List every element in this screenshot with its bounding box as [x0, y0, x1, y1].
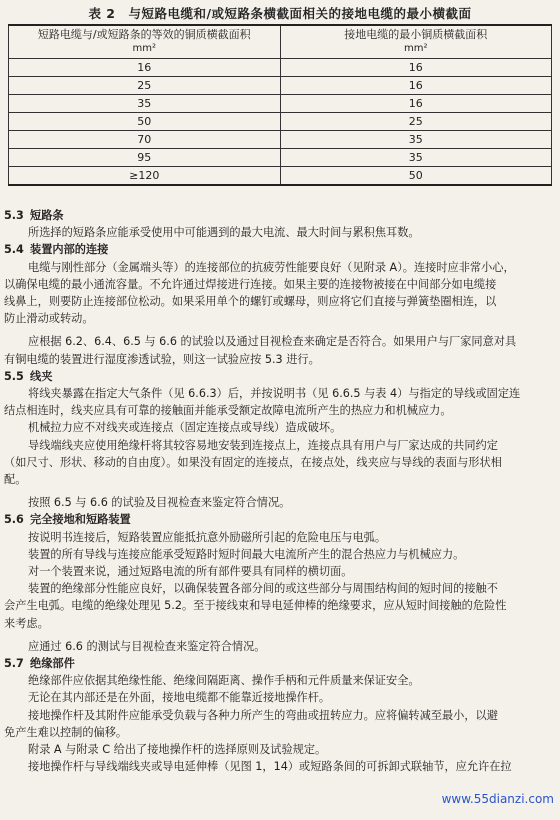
table-row — [9, 77, 552, 95]
table-cell: 25 — [280, 113, 552, 131]
paragraph-line: 导线端线夹应使用绝缘杆将其较容易地安装到连接点上，连接点具有用户与厂家达成的共同约定 — [28, 438, 498, 452]
paragraph-line: 以确保电缆的最小通流容量。不允许通过焊接进行连接。如果主要的连接物被接在中间部分如电缆接 — [4, 277, 497, 291]
table-cell: 50 — [280, 167, 552, 186]
paragraph: 对一个装置来说，通过短路电流的所有部件要具有同样的横切面。 — [28, 565, 353, 579]
table-cell: 35 — [280, 131, 552, 149]
section-heading-5-4: 5.4 装置内部的连接 — [4, 243, 109, 257]
paragraph: 所选择的短路条应能承受使用中可能遇到的最大电流、最大时间与累积焦耳数。 — [28, 226, 420, 240]
paragraph: 按说明书连接后，短路装置应能抵抗意外励磁所引起的危险电压与电弧。 — [28, 530, 387, 544]
table-cell: 16 — [9, 59, 281, 77]
section-heading-5-3: 5.3 短路条 — [4, 209, 64, 222]
table-cell: 35 — [9, 95, 281, 113]
paragraph-line: 将线夹暴露在指定大气条件（见 6.6.3）后，并按说明书（见 6.6.5 与表 4）与指定的导线或固定连 — [28, 387, 521, 401]
paragraph-line: 配。 — [4, 473, 27, 487]
table-header-row — [9, 25, 552, 59]
section-heading-5-7: 5.7 绝缘部件 — [4, 657, 75, 671]
table-cell: 16 — [280, 95, 552, 113]
paragraph: 无论在其内部还是在外面，接地电缆都不能靠近接地操作杆。 — [28, 691, 331, 705]
table-cell: 16 — [280, 59, 552, 77]
table-cell: ≥120 — [9, 167, 281, 186]
body-text — [4, 207, 556, 776]
cross-section-table — [8, 24, 552, 186]
column-unit: mm² — [404, 43, 428, 54]
paragraph-line: 结点相连时，线夹应具有可靠的接触面并能承受额定故障电流所产生的热应力和机械应力。 — [4, 404, 452, 418]
table-header-cell — [280, 25, 552, 59]
paragraph-line: 接地操作杆及其附件应能承受负载与各种力所产生的弯曲或扭转应力。应将偏转减至最小，以避 — [28, 708, 498, 722]
table-cell: 35 — [280, 149, 552, 167]
column-header-short-circuit: 短路电缆与/或短路条的等效的铜质横截面积 — [37, 28, 251, 41]
paragraph: 接地操作杆与导线端线夹或导电延伸棒（见图 1，14）或短路条间的可拆卸式联轴节，应允许在拉 — [28, 760, 512, 774]
paragraph: 按照 6.5 与 6.6 的试验及目视检查来鉴定符合情况。 — [28, 496, 291, 510]
paragraph-line: 防止滑动或转动。 — [4, 312, 94, 326]
table-row — [9, 149, 552, 167]
paragraph: 应通过 6.6 的测试与目视检查来鉴定符合情况。 — [28, 639, 266, 653]
table-row — [9, 167, 552, 186]
watermark: www.55dianzi.com — [441, 792, 554, 806]
paragraph-line: 装置的绝缘部分性能应良好，以确保装置各部分间的或这些部分与周围结构间的短时间的接触不 — [28, 582, 498, 596]
table-row — [9, 131, 552, 149]
column-unit: mm² — [132, 43, 156, 54]
column-header-earthing: 接地电缆的最小铜质横截面积 — [344, 28, 488, 41]
table-header-cell — [9, 25, 281, 59]
paragraph-line: 电缆与刚性部分（金属端头等）的连接部位的抗疲劳性能要良好（见附录 A）。连接时应非常小心， — [28, 260, 515, 274]
table-row — [9, 59, 552, 77]
table-cell: 70 — [9, 131, 281, 149]
table-cell: 16 — [280, 77, 552, 95]
table-cell: 25 — [9, 77, 281, 95]
paragraph: 附录 A 与附录 C 给出了接地操作杆的选择原则及试验规定。 — [28, 743, 327, 757]
paragraph-line: 有铜电缆的装置进行湿度渗透试验，则这一试验应按 5.3 进行。 — [4, 352, 320, 366]
table-row — [9, 113, 552, 131]
paragraph-line: （如尺寸、形状、移动的自由度）。如果没有固定的连接点，在接点处，线夹应与导线的表面与形状相 — [4, 455, 502, 469]
paragraph-line: 免产生难以控制的偏移。 — [4, 725, 128, 739]
paragraph: 绝缘部件应依据其绝缘性能、绝缘间隔距离、操作手柄和元件质量来保证安全。 — [28, 674, 420, 688]
table-cell: 50 — [9, 113, 281, 131]
table-cell: 95 — [9, 149, 281, 167]
paragraph: 装置的所有导线与连接应能承受短路时短时间最大电流所产生的混合热应力与机械应力。 — [28, 547, 465, 561]
section-heading-5-5: 5.5 线夹 — [4, 369, 53, 383]
paragraph-line: 会产生电弧。电缆的绝缘处理见 5.2。至于接线束和导电延伸棒的绝缘要求，应从短时间接触的危险性 — [4, 599, 507, 613]
paragraph-line: 来考虑。 — [4, 616, 49, 630]
paragraph: 机械拉力应不对线夹或连接点（固定连接点或导线）造成破坏。 — [28, 421, 342, 435]
table-title: 表 2 与短路电缆和/或短路条横截面相关的接地电缆的最小横截面 — [88, 6, 472, 21]
table-row — [9, 95, 552, 113]
paragraph-line: 线鼻上，则要防止连接部位松动。如果采用单个的螺钉或螺母，则应将它们直接与弹簧垫圈相连，以 — [4, 295, 497, 309]
section-heading-5-6: 5.6 完全接地和短路装置 — [4, 513, 131, 527]
paragraph-line: 应根据 6.2、6.4、6.5 与 6.6 的试验以及通过目视检查来确定是否符合。如果用户与厂家同意对具 — [28, 335, 517, 349]
